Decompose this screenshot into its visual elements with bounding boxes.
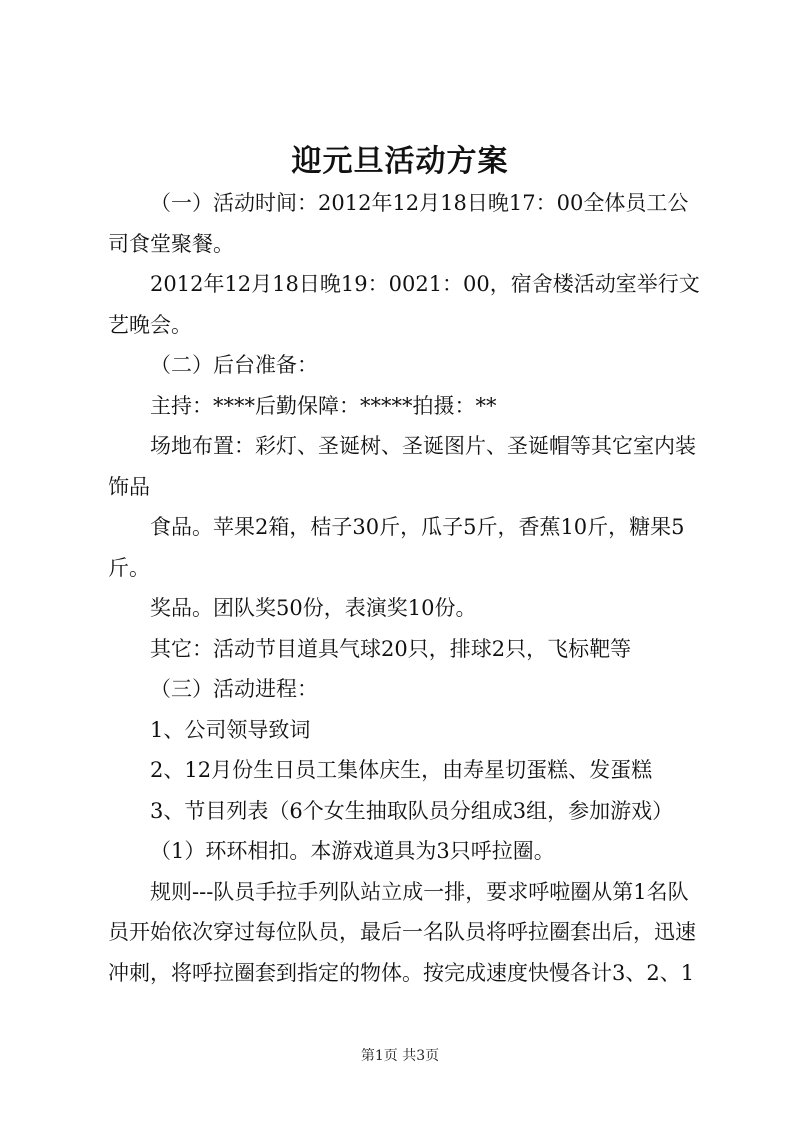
paragraph-activity-time: （一）活动时间：2012年12月18日晚17：00全体员工公司食堂聚餐。 — [108, 191, 689, 256]
paragraph-venue: 场地布置：彩灯、圣诞树、圣诞图片、圣诞帽等其它室内装饰品 — [108, 434, 696, 499]
paragraph-evening-party: 2012年12月18日晚19：0021：00，宿舍楼活动室举行文艺晚会。 — [108, 272, 700, 337]
paragraph-item-2: 2、12月份生日员工集体庆生，由寿星切蛋糕、发蛋糕 — [150, 758, 653, 782]
paragraph-staff: 主持：****后勤保障：*****拍摄：** — [150, 393, 497, 418]
document-body — [108, 183, 708, 993]
document-title: 迎元旦活动方案 — [291, 144, 509, 179]
paragraph-other: 其它：活动节目道具气球20只，排球2只，飞标靶等 — [150, 636, 632, 661]
paragraph-item-3: 3、节目列表（6个女生抽取队员分组成3组，参加游戏） — [150, 798, 674, 823]
paragraph-process-heading: （三）活动进程： — [150, 677, 318, 701]
paragraph-game-1: （1）环环相扣。本游戏道具为3只呼拉圈。 — [150, 839, 555, 863]
page-footer: 第1页 共3页 — [360, 1048, 440, 1064]
paragraph-item-1: 1、公司领导致词 — [150, 717, 311, 742]
paragraph-rules: 规则---队员手拉手列队站立成一排，要求呼啦圈从第1名队员开始依次穿过每位队员，最后一名队员将呼拉圈套出后，迅速冲刺，将呼拉圈套到指定的物体。按完成速度快慢各计3、2、1 — [108, 879, 696, 985]
paragraph-food: 食品。苹果2箱，桔子30斤，瓜子5斤，香蕉10斤，糖果5斤。 — [108, 515, 685, 580]
paragraph-prizes: 奖品。团队奖50份，表演奖10份。 — [150, 596, 477, 620]
paragraph-backstage-heading: （二）后台准备： — [150, 353, 318, 377]
